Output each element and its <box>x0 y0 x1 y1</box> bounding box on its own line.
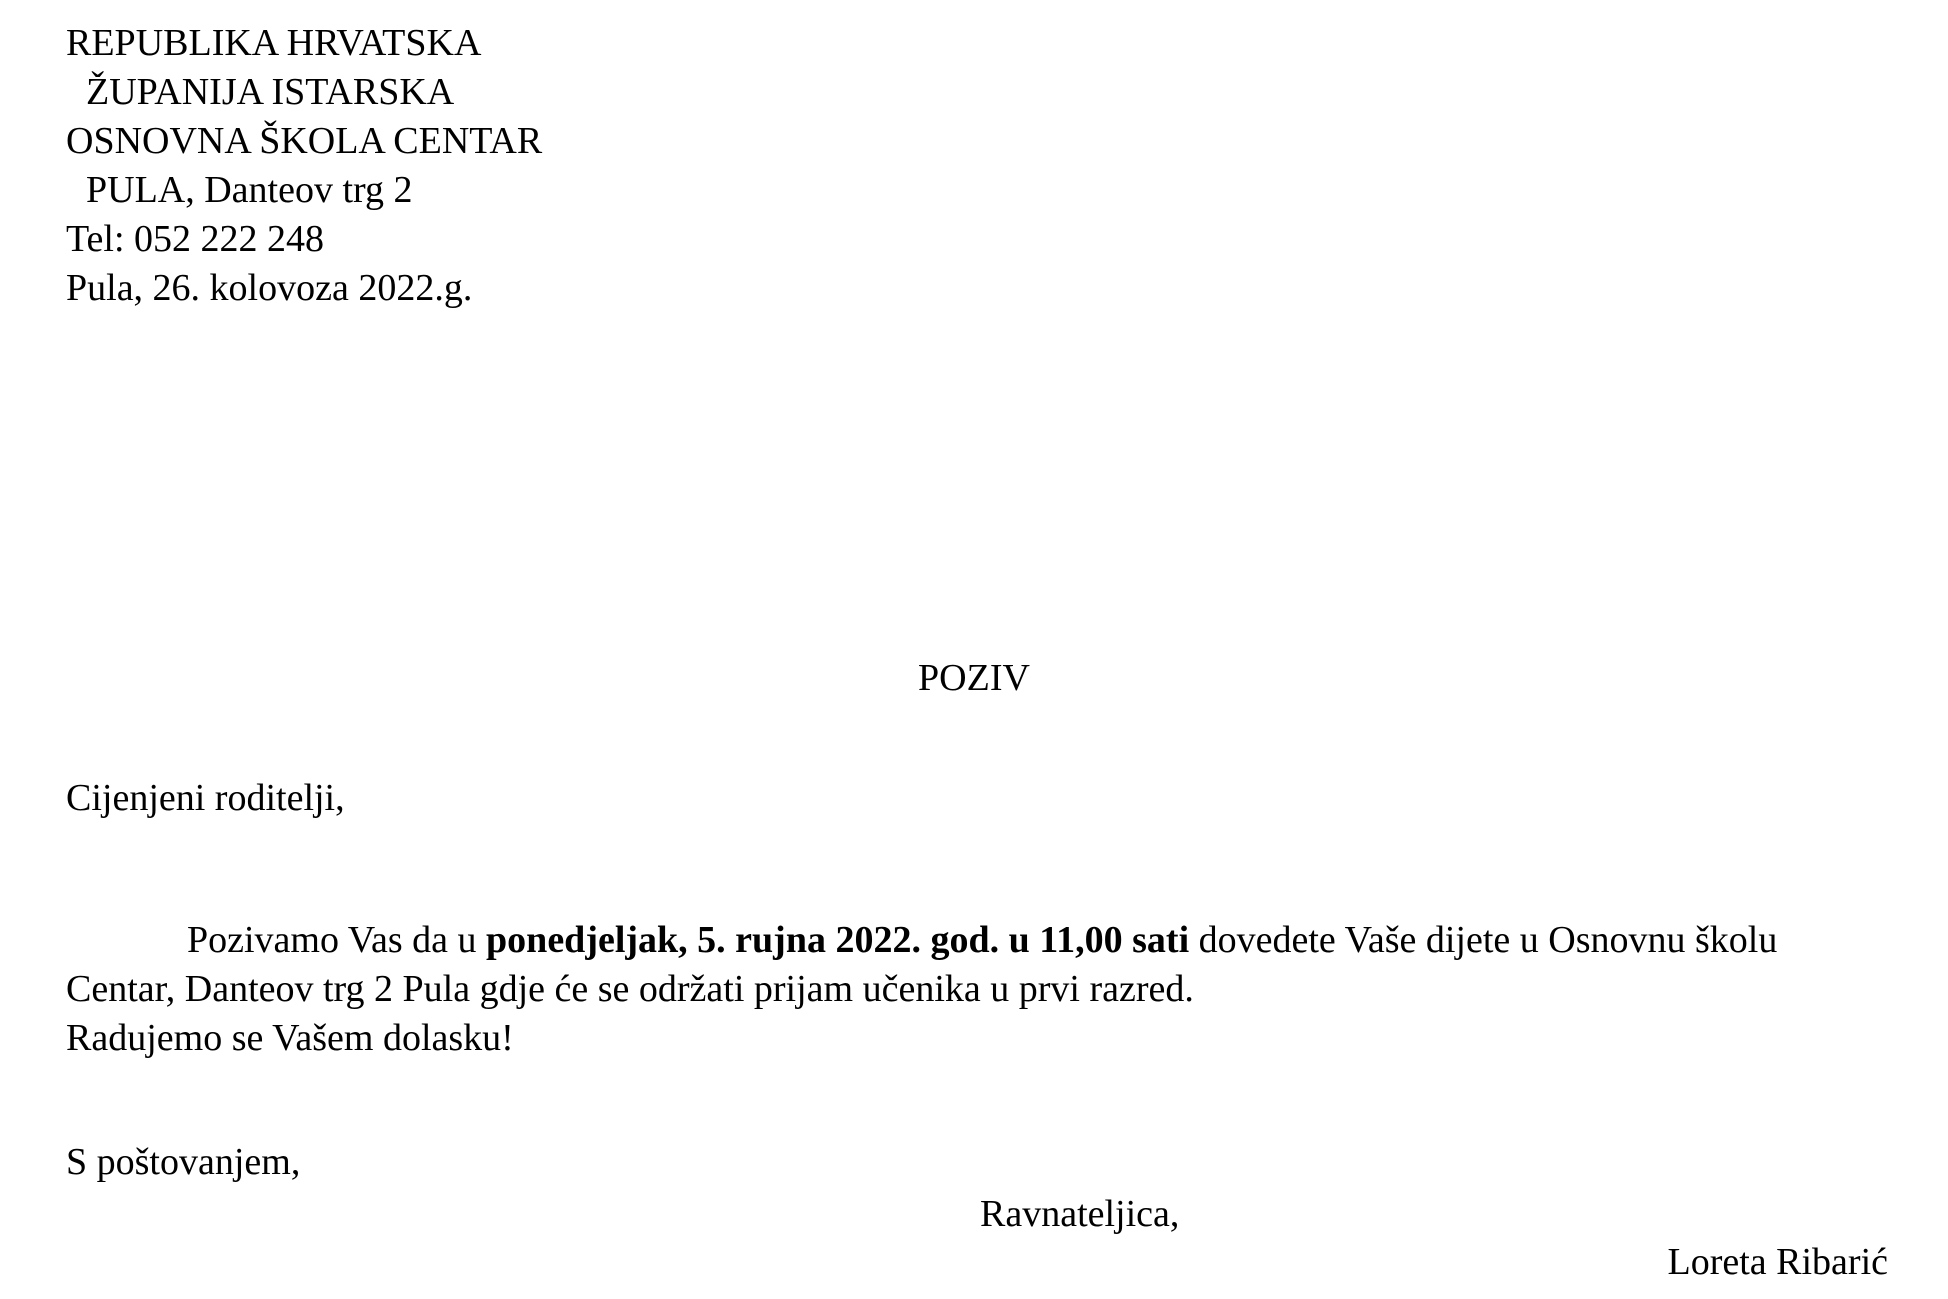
regards-line: S poštovanjem, <box>66 1141 301 1183</box>
invitation-rest: dovedete Vaše dijete u Osnovnu školu Centar, Danteov trg 2 Pula gdje će se održati prijam učenika u prvi razred. <box>66 919 1778 1010</box>
country-line: REPUBLIKA HRVATSKA <box>66 22 482 64</box>
invitation-intro: Pozivamo Vas da u <box>187 919 487 961</box>
closing-sentence: Radujemo se Vašem dolasku! <box>66 1017 514 1059</box>
letter-body <box>66 916 1866 1063</box>
school-address: PULA, Danteov trg 2 <box>86 169 413 211</box>
invitation-paragraph <box>66 916 1866 1014</box>
signer-name: Loreta Ribarić <box>1667 1241 1888 1283</box>
signer-role: Ravnateljica, <box>980 1193 1180 1235</box>
document-title: POZIV <box>918 657 1030 699</box>
school-name: OSNOVNA ŠKOLA CENTAR <box>66 120 543 162</box>
letter-date: Pula, 26. kolovoza 2022.g. <box>66 267 473 309</box>
greeting: Cijenjeni roditelji, <box>66 777 345 819</box>
document-title-row <box>0 654 1948 703</box>
phone-number: Tel: 052 222 248 <box>66 218 325 260</box>
county-line: ŽUPANIJA ISTARSKA <box>86 71 455 113</box>
event-datetime: ponedjeljak, 5. rujna 2022. god. u 11,00 sati <box>486 919 1190 961</box>
letterhead <box>66 19 542 313</box>
